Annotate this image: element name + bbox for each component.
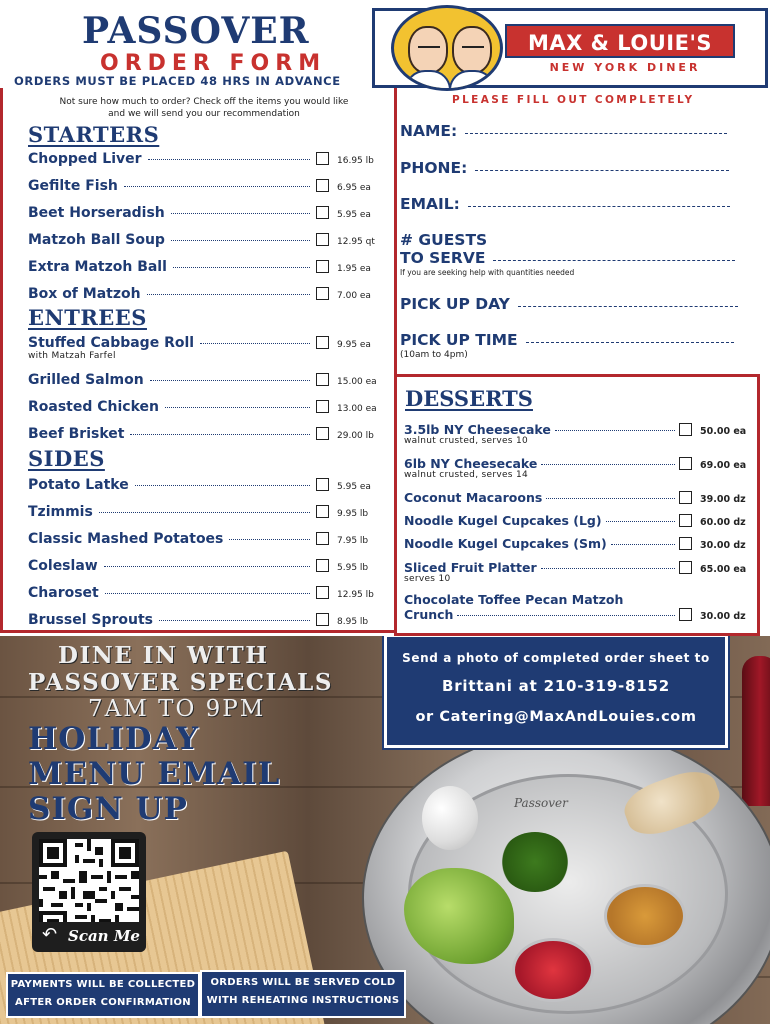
checkbox[interactable] [316, 287, 329, 300]
sides-heading: SIDES [28, 446, 105, 471]
curved-arrow-icon: ↶ [42, 924, 58, 945]
item-note: serves 10 [404, 574, 451, 584]
checkbox[interactable] [316, 206, 329, 219]
desserts-heading: DESSERTS [405, 386, 533, 411]
plate-engraving: Passover [514, 796, 568, 810]
dessert-kugel-cupcakes-sm: Noodle Kugel Cupcakes (Sm) 30.00 dz [404, 536, 746, 551]
checkbox[interactable] [316, 613, 329, 626]
checkbox[interactable] [316, 233, 329, 246]
checkbox[interactable] [679, 537, 692, 550]
menu-item-gefilte-fish: Gefilte Fish 6.95 ea [28, 178, 371, 194]
menu-item-mashed-potatoes: Classic Mashed Potatoes 7.95 lb [28, 531, 369, 547]
pickup-time-field[interactable]: PICK UP TIME [400, 331, 734, 349]
dessert-6lb-cheesecake: 6lb NY Cheesecake 69.00 ea [404, 456, 747, 471]
fill-instruction: PLEASE FILL OUT COMPLETELY [452, 94, 695, 106]
menu-item-charoset: Charoset 12.95 lb [28, 585, 374, 601]
serving-notice: ORDERS WILL BE SERVED COLD WITH REHEATING INSTRUCTIONS [200, 970, 406, 1018]
wine-bottle-illustration [742, 656, 770, 806]
menu-item-stuffed-cabbage-roll: Stuffed Cabbage Roll 9.95 ea [28, 335, 371, 351]
item-note: walnut crusted, serves 14 [404, 470, 529, 480]
payment-notice: PAYMENTS WILL BE COLLECTED AFTER ORDER CONFIRMATION [6, 972, 200, 1018]
checkbox[interactable] [679, 491, 692, 504]
pickup-time-note: (10am to 4pm) [400, 350, 468, 360]
name-field[interactable]: NAME: [400, 122, 727, 140]
send-order-banner [384, 636, 728, 748]
menu-item-coleslaw: Coleslaw 5.95 lb [28, 558, 369, 574]
brand-tagline: NEW YORK DINER [549, 61, 701, 74]
dessert-kugel-cupcakes-lg: Noodle Kugel Cupcakes (Lg) 60.00 dz [404, 513, 746, 528]
checkbox[interactable] [316, 336, 329, 349]
guests-field[interactable]: TO SERVE [400, 249, 735, 267]
menu-item-beef-brisket: Beef Brisket 29.00 lb [28, 426, 374, 442]
dessert-toffee-matzoh: Crunch 30.00 dz [404, 607, 746, 622]
item-note: walnut crusted, serves 10 [404, 436, 529, 446]
email-field[interactable]: EMAIL: [400, 195, 730, 213]
page-subtitle: ORDER FORM [100, 51, 327, 76]
seder-photo-banner [0, 636, 770, 1024]
guests-label-top: # GUESTS [400, 231, 488, 249]
menu-item-roasted-chicken: Roasted Chicken 13.00 ea [28, 399, 377, 415]
guests-note: If you are seeking help with quantities needed [400, 268, 575, 277]
founders-illustration [391, 5, 503, 91]
menu-item-extra-matzoh-ball: Extra Matzoh Ball 1.95 ea [28, 259, 371, 275]
phone-field[interactable]: PHONE: [400, 159, 729, 177]
dessert-35lb-cheesecake: 3.5lb NY Cheesecake 50.00 ea [404, 422, 747, 437]
menu-item-chopped-liver: Chopped Liver 16.95 lb [28, 151, 374, 167]
brand-name: MAX & LOUIE'S [505, 24, 735, 58]
menu-item-potato-latke: Potato Latke 5.95 ea [28, 477, 371, 493]
menu-item-grilled-salmon: Grilled Salmon 15.00 ea [28, 372, 377, 388]
email-signup-heading: HOLIDAY MENU EMAIL SIGN UP [28, 721, 281, 827]
checkbox[interactable] [316, 478, 329, 491]
send-instruction: Send a photo of completed order sheet to [402, 651, 710, 665]
menu-item-box-of-matzoh: Box of Matzoh 7.00 ea [28, 286, 371, 302]
contact-phone[interactable]: Brittani at 210-319-8152 [441, 677, 670, 695]
checkbox[interactable] [316, 373, 329, 386]
checkbox[interactable] [316, 586, 329, 599]
checkbox[interactable] [316, 505, 329, 518]
checkbox[interactable] [316, 260, 329, 273]
menu-item-tzimmis: Tzimmis 9.95 lb [28, 504, 369, 520]
entrees-heading: ENTREES [28, 305, 147, 330]
dine-in-hours: 7AM TO 9PM [88, 696, 266, 722]
checkbox[interactable] [316, 532, 329, 545]
intro-note: Not sure how much to order? Check off the items you would like and we will send you our recommendation [59, 97, 349, 119]
menu-item-matzoh-ball-soup: Matzoh Ball Soup 12.95 qt [28, 232, 375, 248]
starters-heading: STARTERS [28, 122, 160, 147]
advance-notice: ORDERS MUST BE PLACED 48 HRS IN ADVANCE [14, 74, 341, 88]
scan-me-label: ↶ Scan Me [34, 922, 146, 952]
dessert-toffee-matzoh-title: Chocolate Toffee Pecan Matzoh [404, 592, 624, 607]
checkbox[interactable] [679, 423, 692, 436]
checkbox[interactable] [679, 608, 692, 621]
dessert-fruit-platter: Sliced Fruit Platter 65.00 ea [404, 560, 747, 575]
checkbox[interactable] [679, 514, 692, 527]
checkbox[interactable] [679, 457, 692, 470]
menu-item-beet-horseradish: Beet Horseradish 5.95 ea [28, 205, 371, 221]
checkbox[interactable] [679, 561, 692, 574]
checkbox[interactable] [316, 179, 329, 192]
checkbox[interactable] [316, 400, 329, 413]
contact-email[interactable]: or Catering@MaxAndLouies.com [415, 709, 697, 725]
item-note: with Matzah Farfel [28, 351, 116, 361]
checkbox[interactable] [316, 152, 329, 165]
checkbox[interactable] [316, 427, 329, 440]
dine-in-heading: DINE IN WITH PASSOVER SPECIALS [28, 642, 333, 696]
checkbox[interactable] [316, 559, 329, 572]
dessert-coconut-macaroons: Coconut Macaroons 39.00 dz [404, 490, 746, 505]
brand-logo [372, 8, 768, 88]
page-title: PASSOVER [82, 10, 310, 52]
pickup-day-field[interactable]: PICK UP DAY [400, 295, 738, 313]
menu-item-brussel-sprouts: Brussel Sprouts 8.95 lb [28, 612, 369, 628]
